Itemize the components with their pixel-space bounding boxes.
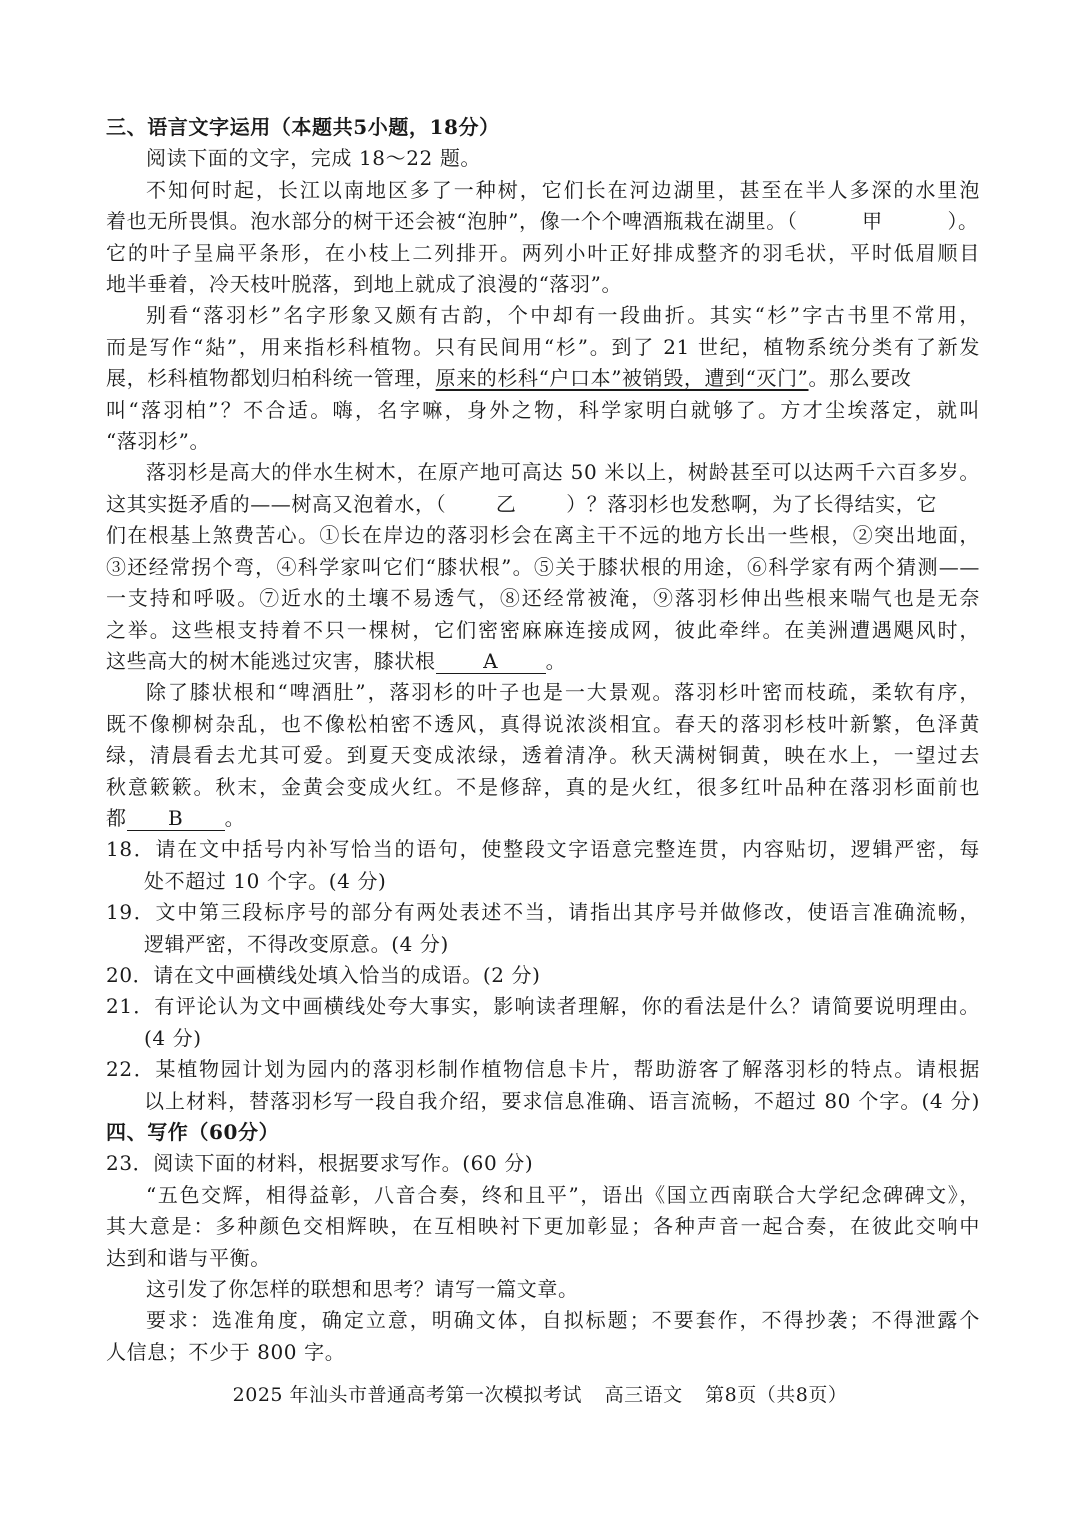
underlined-sentence: 原来的杉科“户口本”被销毁，遭到“灭门”: [435, 366, 809, 391]
writing-prompt: 这引发了你怎样的联想和思考？请写一篇文章。: [146, 1277, 579, 1302]
passage-line: 别看“落羽杉”名字形象又颇有古韵，个中却有一段曲折。其实“杉”字古书里不常用，: [146, 303, 980, 328]
material-line: 达到和谐与平衡。: [106, 1245, 271, 1270]
question-19-cont: 逻辑严密，不得改变原意。(4 分): [144, 931, 449, 956]
passage-line: 既不像柳树杂乱，也不像松柏密不透风，真得说浓淡相宜。春天的落羽杉枝叶新繁，色泽黄: [106, 711, 980, 736]
fill-blank-b: B: [127, 806, 225, 831]
question-18-cont: 处不超过 10 个字。(4 分): [144, 868, 387, 893]
passage-line: [106, 489, 980, 520]
passage-line: 而是写作“煔”，用来指杉科植物。只有民间用“杉”。到了 21 世纪，植物系统分类有了新发: [106, 334, 980, 359]
passage-line: 之举。这些根支持着不只一棵树，它们密密麻麻连接成网，彼此牵绊。在美洲遭遇飓风时，: [106, 617, 980, 642]
passage-line: 叫“落羽柏”？不合适。嗨，名字嘛，身外之物，科学家明白就够了。方才尘埃落定，就叫: [106, 397, 980, 422]
section-4-title: 四、写作（60分）: [106, 1120, 280, 1144]
passage-line: 秋意簌簌。秋末，金黄会变成火红。不是修辞，真的是火红，很多红叶品种在落羽杉面前也: [106, 774, 980, 799]
question-18: 18．请在文中括号内补写恰当的语句，使整段文字语意完整连贯，内容贴切，逻辑严密，每: [106, 837, 980, 862]
passage-line: [106, 803, 980, 834]
question-19: 19．文中第三段标序号的部分有两处表述不当，请指出其序号并做修改，使语言准确流畅，: [106, 900, 980, 925]
section-3-intro: 阅读下面的文字，完成 18～22 题。: [146, 146, 482, 171]
passage-text: 。: [224, 805, 246, 830]
material-line: “五色交辉，相得益彰，八音合奏，终和且平”，语出《国立西南联合大学纪念碑碑文》，: [146, 1182, 980, 1207]
passage-text: 这些高大的树木能逃过灾害，膝状根: [106, 648, 436, 673]
passage-line: 们在根基上煞费苦心。①长在岸边的落羽杉会在离主干不远的地方长出一些根，②突出地面，: [106, 523, 980, 548]
blank-jia: 甲: [862, 209, 883, 234]
passage-line: 绿，清晨看去尤其可爱。到夏天变成浓绿，透着清净。秋天满树铜黄，映在水上，一望过去: [106, 743, 980, 768]
passage: [106, 175, 980, 835]
passage-line: 除了膝状根和“啤酒肚”，落羽杉的叶子也是一大景观。落羽杉叶密而枝疏，柔软有序，: [146, 680, 980, 705]
material-line: 其大意是：多种颜色交相辉映，在互相映衬下更加彰显；各种声音一起合奏，在彼此交响中: [106, 1214, 980, 1239]
passage-line: 落羽杉是高大的伴水生树木，在原产地可高达 50 米以上，树龄甚至可以达两千六百多岁。: [146, 460, 980, 485]
passage-text: ）？落羽杉也发愁啊，为了长得结实，它: [566, 491, 938, 516]
passage-line: 不知何时起，长江以南地区多了一种树，它们长在河边湖里，甚至在半人多深的水里泡: [146, 177, 980, 202]
passage-line: 它的叶子呈扁平条形，在小枝上二列排开。两列小叶正好排成整齐的羽毛状，平时低眉顺目: [106, 240, 980, 265]
passage-line: [106, 646, 980, 677]
footer-subject: 高三语文: [604, 1384, 683, 1406]
passage-text: 。: [545, 648, 567, 673]
passage-line: 一支持和呼吸。⑦近水的土壤不易透气，⑧还经常被淹，⑨落羽杉伸出些根来喘气也是无奈: [106, 586, 980, 611]
fill-blank-a: A: [436, 649, 546, 674]
passage-text: ）。: [947, 209, 979, 234]
passage-line: “落羽杉”。: [106, 429, 211, 454]
question-21: 21．有评论认为文中画横线处夸大事实，影响读者理解，你的看法是什么？请简要说明理由。: [106, 994, 980, 1019]
passage-text: 展，杉科植物都划归柏科统一管理，: [106, 366, 436, 391]
questions: [106, 834, 980, 1117]
question-20: 20．请在文中画横线处填入恰当的成语。(2 分): [106, 962, 541, 987]
footer-exam-name: 2025 年汕头市普通高考第一次模拟考试: [232, 1384, 583, 1406]
writing-requirements-cont: 人信息；不少于 800 字。: [106, 1339, 346, 1364]
passage-text: 。那么要改: [808, 366, 912, 391]
passage-line: 地半垂着，冷天枝叶脱落，到地上就成了浪漫的“落羽”。: [106, 272, 623, 297]
writing-requirements: 要求：选准角度，确定立意，明确文体，自拟标题；不要套作，不得抄袭；不得泄露个: [146, 1308, 980, 1333]
question-22: 22．某植物园计划为园内的落羽杉制作植物信息卡片，帮助游客了解落羽杉的特点。请根据: [106, 1057, 980, 1082]
footer-page-number: 第8页（共8页）: [705, 1384, 848, 1406]
passage-text: 着也无所畏惧。泡水部分的树干还会被“泡肿”，像一个个啤酒瓶栽在湖里。（: [106, 209, 798, 234]
section-3-title: 三、语言文字运用（本题共5小题，18分）: [106, 115, 500, 139]
question-21-cont: (4 分): [144, 1025, 202, 1050]
blank-yi: 乙: [495, 491, 517, 516]
question-23: 23．阅读下面的材料，根据要求写作。(60 分): [106, 1151, 534, 1176]
passage-line: [106, 206, 980, 237]
writing-section: [106, 1117, 980, 1368]
passage-text: 这其实挺矛盾的——树高又泡着水，（: [106, 491, 447, 516]
passage-line: ③还经常拐个弯，④科学家叫它们“膝状根”。⑤关于膝状根的用途，⑥科学家有两个猜测——: [106, 554, 980, 579]
passage-text: 都: [106, 805, 127, 830]
question-22-cont: 以上材料，替落羽杉写一段自我介绍，要求信息准确、语言流畅，不超过 80 个字。(4 分): [144, 1088, 980, 1113]
page-footer: [0, 1380, 1080, 1407]
passage-line: [106, 363, 980, 394]
